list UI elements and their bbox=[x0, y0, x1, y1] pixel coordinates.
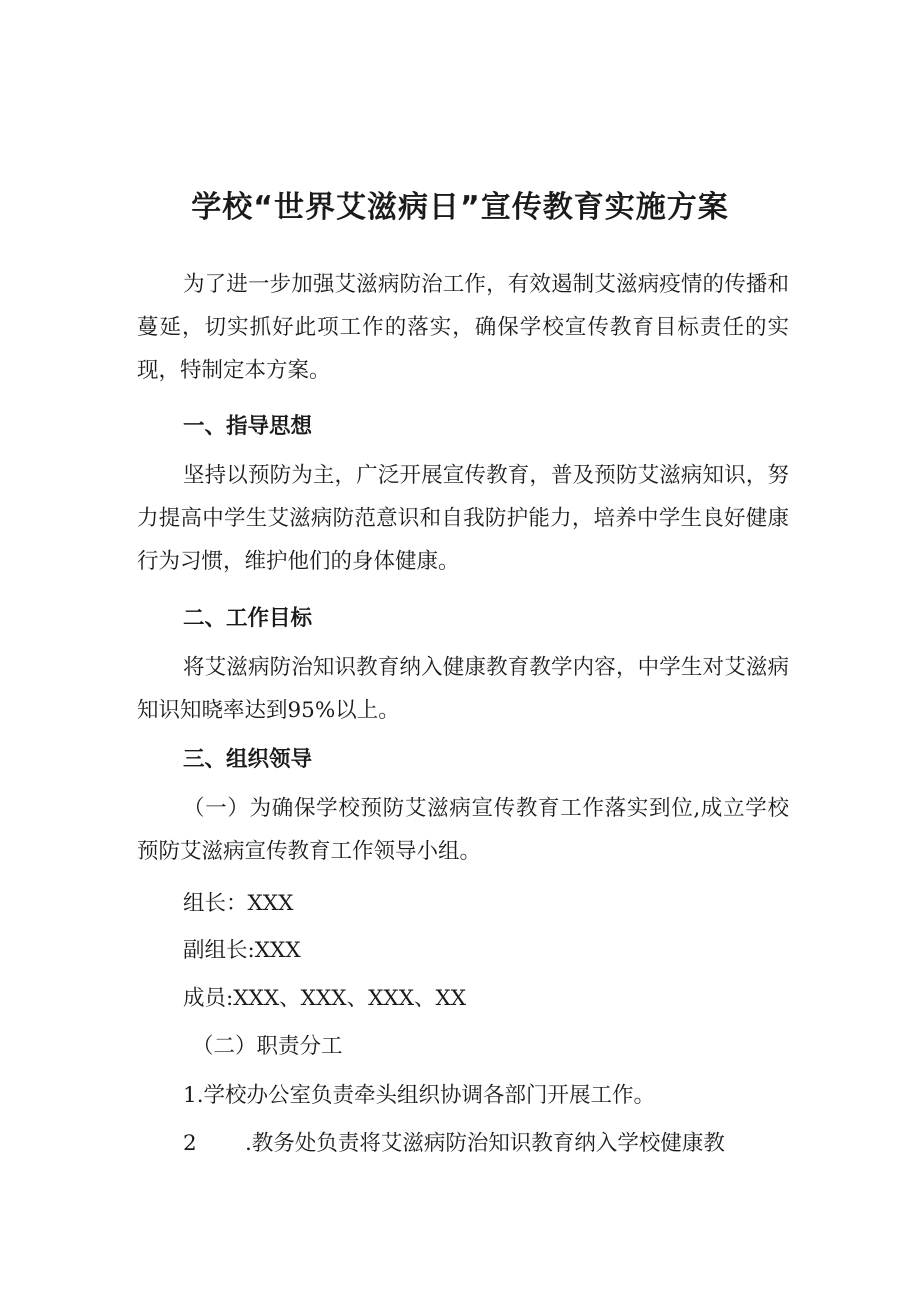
member-deputy: 副组长:XXX bbox=[183, 938, 301, 963]
section-body-guiding-ideology: 坚持以预防为主，广泛开展宣传教育，普及预防艾滋病知识，努力提高中学生艾滋病防范意识和自我防护能力，培养中学生良好健康行为习惯，维护他们的身体健康。 bbox=[137, 463, 789, 574]
duty-item-number: 2 bbox=[183, 1131, 197, 1156]
duty-item-number: 1 bbox=[183, 1083, 197, 1108]
section-body-organization: （一）为确保学校预防艾滋病宣传教育工作落实到位,成立学校预防艾滋病宣传教育工作领导小组。 bbox=[137, 796, 789, 864]
section-heading-organization: 三、组织领导 bbox=[183, 747, 313, 772]
duty-item bbox=[183, 1074, 835, 1117]
duties-heading: （二）职责分工 bbox=[192, 1034, 343, 1059]
duty-item-text: .学校办公室负责牵头组织协调各部门开展工作。 bbox=[196, 1083, 656, 1108]
member-staff: 成员:XXX、XXX、XXX、XX bbox=[183, 986, 467, 1011]
member-leader: 组长：XXX bbox=[183, 891, 294, 916]
section-heading-guiding-ideology: 一、指导思想 bbox=[183, 414, 313, 439]
duty-item-text: .教务处负责将艾滋病防治知识教育纳入学校健康教 bbox=[245, 1131, 725, 1156]
document-title: 学校“世界艾滋病日”宣传教育实施方案 bbox=[191, 190, 729, 226]
duty-item bbox=[183, 1122, 835, 1165]
intro-paragraph: 为了进一步加强艾滋病防治工作，有效遏制艾滋病疫情的传播和蔓延，切实抓好此项工作的落实，确保学校宣传教育目标责任的实现，特制定本方案。 bbox=[137, 272, 789, 383]
section-heading-work-goals: 二、工作目标 bbox=[183, 606, 313, 631]
section-body-work-goals: 将艾滋病防治知识教育纳入健康教育教学内容，中学生对艾滋病知识知晓率达到95%以上。 bbox=[137, 655, 789, 723]
